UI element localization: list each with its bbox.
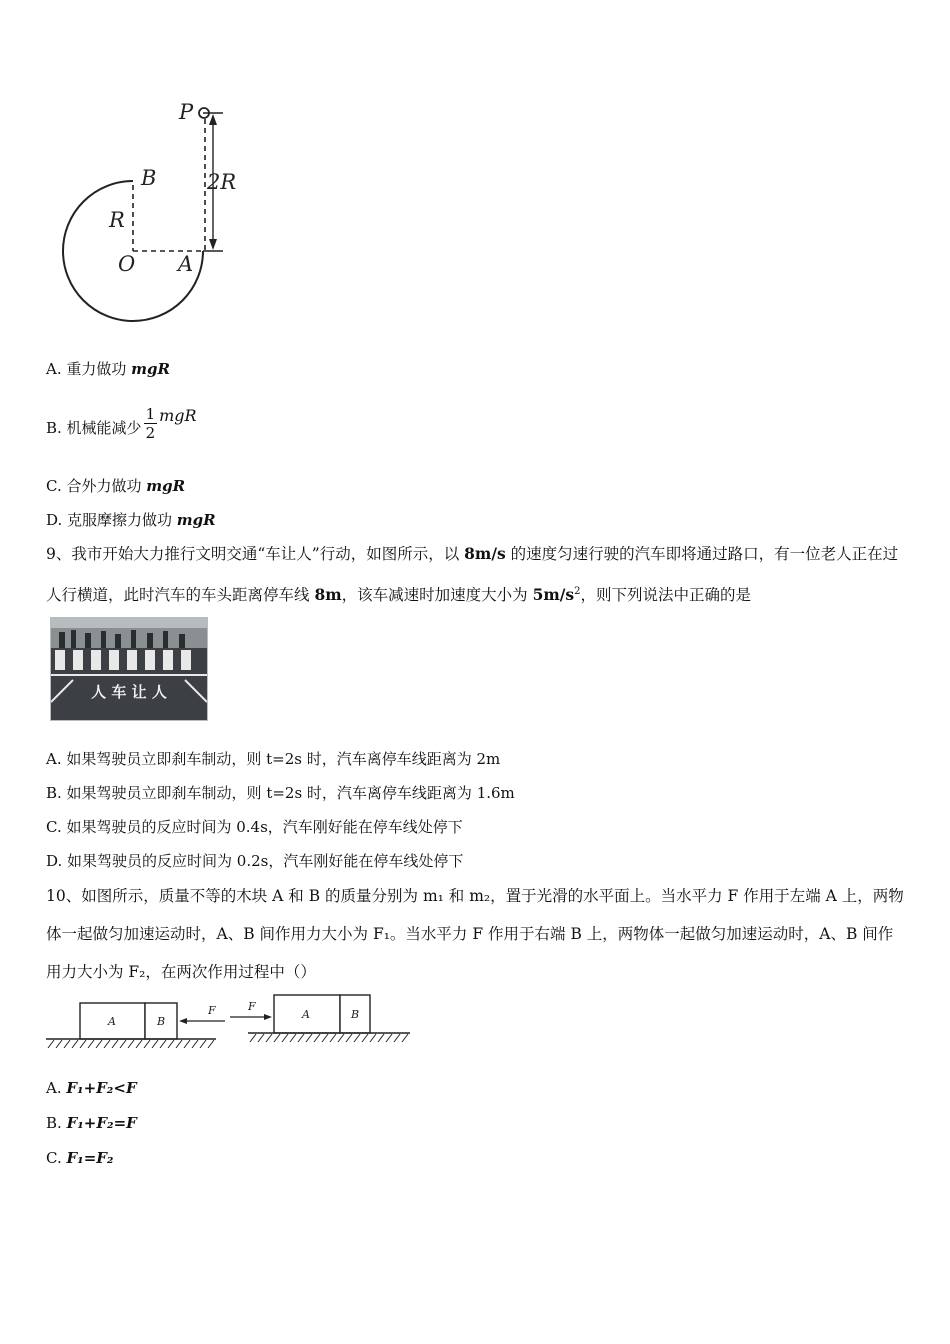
right-label-B: B	[351, 1008, 360, 1021]
q10-option-c	[46, 1148, 114, 1168]
left-label-B: B	[157, 1015, 166, 1028]
q9-stem-part2: 的速度匀速行驶的汽车即将通过路口，有一位老人正在过人行横道，此时汽车的车头距离停车线	[46, 545, 899, 605]
q8-option-b-fraction	[144, 405, 158, 442]
q9-stem	[46, 535, 908, 614]
q10-option-b	[46, 1113, 137, 1133]
q8-option-a-prefix: A. 重力做功	[46, 360, 132, 378]
q9-option-a: A. 如果驾驶员立即刹车制动，则 t=2s 时，汽车离停车线距离为 2m	[46, 750, 501, 768]
right-label-A: A	[302, 1008, 310, 1021]
q8-option-c	[46, 476, 185, 496]
q9-stem-part3: ，该车减速时加速度大小为	[341, 586, 533, 605]
right-label-F: F	[248, 1000, 256, 1013]
q8-option-c-prefix: C. 合外力做功	[46, 477, 147, 495]
left-ground-hatching	[48, 1040, 214, 1048]
label-B: B	[141, 166, 157, 190]
q10-option-a-expr: F₁+F₂<F	[66, 1079, 137, 1097]
q10-option-a	[46, 1078, 137, 1098]
q8-option-a	[46, 359, 170, 379]
q9-stem-part4: ，则下列说法中正确的是	[580, 586, 752, 605]
arrow-head-down	[209, 239, 217, 250]
right-ground-hatching	[250, 1034, 408, 1042]
arrow-head-up	[209, 114, 217, 125]
road-marking-text: 人 车 让 人	[91, 683, 167, 701]
label-2R: 2R	[207, 170, 237, 194]
label-O: O	[118, 252, 136, 276]
q8-option-d-prefix: D. 克服摩擦力做功	[46, 511, 177, 529]
fraction-numerator: 1	[145, 404, 156, 423]
q10-option-c-expr: F₁=F₂	[66, 1149, 114, 1167]
q8-option-b	[46, 396, 197, 448]
right-force-arrowhead	[264, 1014, 272, 1020]
q9-option-c: C. 如果驾驶员的反应时间为 0.4s，汽车刚好能在停车线处停下	[46, 818, 463, 836]
q8-option-c-expr: mgR	[146, 477, 186, 495]
q10-stem: 10、如图所示，质量不等的木块 A 和 B 的质量分别为 m₁ 和 m₂，置于光滑的水平面上。当水平力 F 作用于左端 A 上，两物体一起做匀加速运动时，A、B 间作用力大小为 F₁。当水平力 F 作用于右端 B 上，两物体一起做匀加速运动时，A、B 间作用力大小为 F₂，在两次作用过程中（）	[46, 887, 904, 981]
left-force-arrowhead	[179, 1018, 187, 1024]
q10-option-c-prefix: C.	[46, 1149, 67, 1167]
fraction-denominator: 2	[145, 423, 156, 442]
label-A: A	[178, 252, 194, 276]
q8-option-d	[46, 510, 216, 530]
q9-accel-exponent: 2	[574, 586, 581, 597]
q9-option-d: D. 如果驾驶员的反应时间为 0.2s，汽车刚好能在停车线处停下	[46, 852, 464, 870]
label-R: R	[109, 208, 125, 232]
q8-option-b-prefix: B. 机械能减少	[46, 419, 142, 437]
q9-stem-part1: 9、我市开始大力推行文明交通“车让人”行动，如图所示，以	[46, 545, 465, 563]
q8-option-b-expr: mgR	[159, 406, 197, 425]
q9-distance: 8m	[314, 585, 342, 605]
q8-option-a-expr: mgR	[131, 360, 170, 378]
left-label-F: F	[208, 1004, 216, 1017]
circular-track-figure	[55, 95, 255, 330]
label-P: P	[179, 100, 194, 124]
left-label-A: A	[108, 1015, 116, 1028]
q10-option-b-expr: F₁+F₂=F	[66, 1114, 137, 1132]
q9-option-b: B. 如果驾驶员立即刹车制动，则 t=2s 时，汽车离停车线距离为 1.6m	[46, 784, 515, 802]
blocks-figure	[44, 990, 414, 1048]
crosswalk-photo	[50, 617, 208, 721]
q9-speed: 8m/s	[464, 544, 506, 563]
q10-option-b-prefix: B.	[46, 1114, 67, 1132]
q8-option-d-expr: mgR	[176, 511, 216, 529]
q9-accel: 5m/s	[532, 585, 575, 605]
q10-option-a-prefix: A.	[46, 1079, 67, 1097]
crosswalk-photo-illustration	[51, 618, 207, 720]
